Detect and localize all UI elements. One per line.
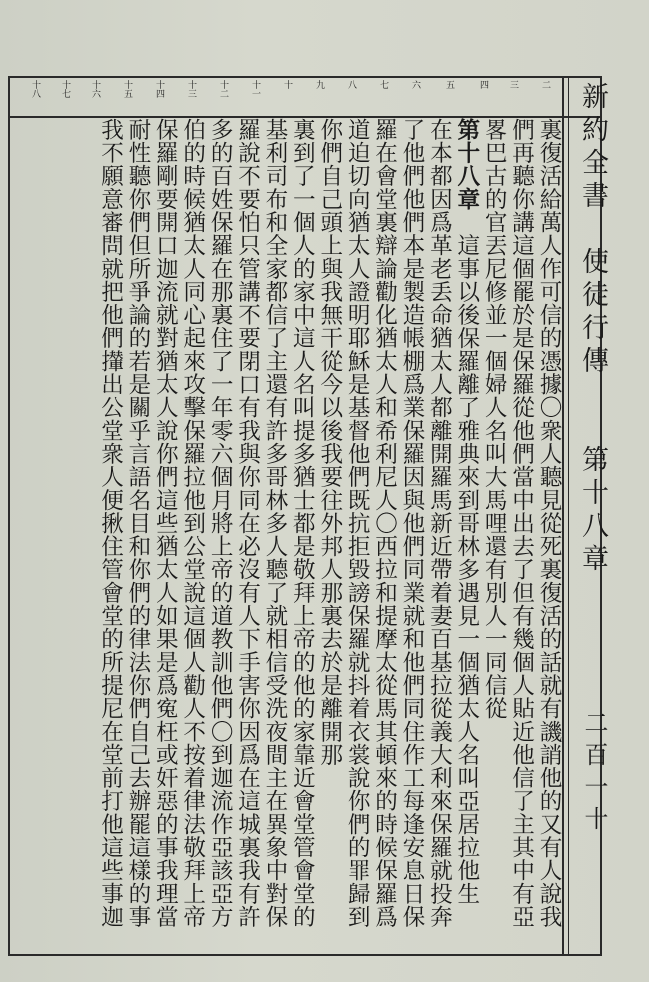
- text-line: 在本都因爲革老丢命猶太人都離開羅馬新近帶着妻百基拉從義大利來保羅就投奔: [426, 118, 453, 929]
- column-number: 十七: [60, 80, 70, 98]
- margin-rule: [562, 76, 564, 956]
- column-number: 二: [540, 80, 550, 89]
- scripture-text: [10, 118, 562, 950]
- page-number: 二百一十: [580, 710, 608, 838]
- column-number: 十: [282, 80, 292, 89]
- text-line: 保羅剛要開口迦流就對猶太人說你們這些猶太人如果是爲寃枉或奸惡的事我理當: [152, 118, 179, 929]
- column-number: 七: [378, 80, 388, 89]
- text-line: 道迫切向猶太人證明耶穌是基督他們既抗拒毀謗保羅就抖着衣裳說你們的罪歸到: [344, 118, 371, 929]
- column-number: 四: [478, 80, 488, 89]
- book-name: 使徒行傳: [577, 247, 608, 379]
- column-number: 三: [508, 80, 518, 89]
- text-line: 基利司布和全家都信了主還有許多哥林多人聽了就相信受洗夜間主在異象中對保: [261, 118, 288, 929]
- text-line: 我不願意審問就把他們攆出公堂衆人便揪住管會堂的所提尼在堂前打他這些事迦: [97, 118, 124, 929]
- chapter-title: 第十八章: [453, 118, 480, 211]
- column-number: 十五: [122, 80, 132, 98]
- column-number: 六: [410, 80, 420, 89]
- column-number: 十三: [186, 80, 196, 98]
- column-number: 八: [346, 80, 356, 89]
- text-line: 羅說不要怕只管講不要閉口有我與你同在必沒有人下手害你因爲在這城裏我有許: [234, 118, 261, 929]
- margin-rule-inner: [568, 76, 569, 956]
- column-number: 五: [444, 80, 454, 89]
- column-number: 十六: [90, 80, 100, 98]
- text-line: 了他們他們本是製造帳棚爲業保羅因與他們同業就和他們同住作工每逢安息日保: [398, 118, 425, 929]
- text-line: 你們自己頭上與我無干從今以後我要往外邦人那裏去於是離開那: [316, 118, 343, 767]
- column-number: 十二: [218, 80, 228, 98]
- text-line: 畧巴古的官丟尼修並一個婦人名叫大馬哩還有別人一同信從: [481, 118, 508, 720]
- text-line: 裏到了一個人的家中這人名叫提多猶士都是敬拜上帝的他的家靠近會堂管會堂的: [289, 118, 316, 929]
- verse-column-numbers: [14, 80, 560, 114]
- column-number: 十八: [30, 80, 40, 98]
- chapter-label: 第十八章: [577, 445, 608, 577]
- text-line: 伯的時候猶太人同心起來攻擊保羅拉他到公堂說這個人勸人不按着律法敬拜上帝: [179, 118, 206, 929]
- text-line: 耐性聽你們但所爭論的若是關乎言語名目和你們的律法你們自己去辦罷這樣的事: [124, 118, 151, 929]
- column-number: 十四: [154, 80, 164, 98]
- book-title: 新約全書: [577, 82, 608, 214]
- text-line: 多的百姓保羅在那裏住了一年零六個月將上帝的道教訓他們〇到迦流作亞該亞方: [207, 118, 234, 929]
- text-line: 們再聽你講這個罷於是保羅從他們當中出去了但有幾個人貼近他信了主其中有亞: [508, 118, 535, 929]
- column-number: 十一: [250, 80, 260, 98]
- column-number: 九: [314, 80, 324, 89]
- text-line: 羅在會堂裏辯論勸化猶太人和希利尼人〇西拉和提摩太從馬其頓來的時候保羅爲: [371, 118, 398, 929]
- running-header: [572, 82, 612, 577]
- chapter-heading: [452, 118, 479, 950]
- text-line: 這事以後保羅離了雅典來到哥林多遇見一個猶太人名叫亞居拉他生: [453, 233, 480, 906]
- text-line: 裏復活給萬人作可信的憑據〇衆人聽見從死裏復活的話就有譏誚他的又有人說我: [536, 118, 562, 929]
